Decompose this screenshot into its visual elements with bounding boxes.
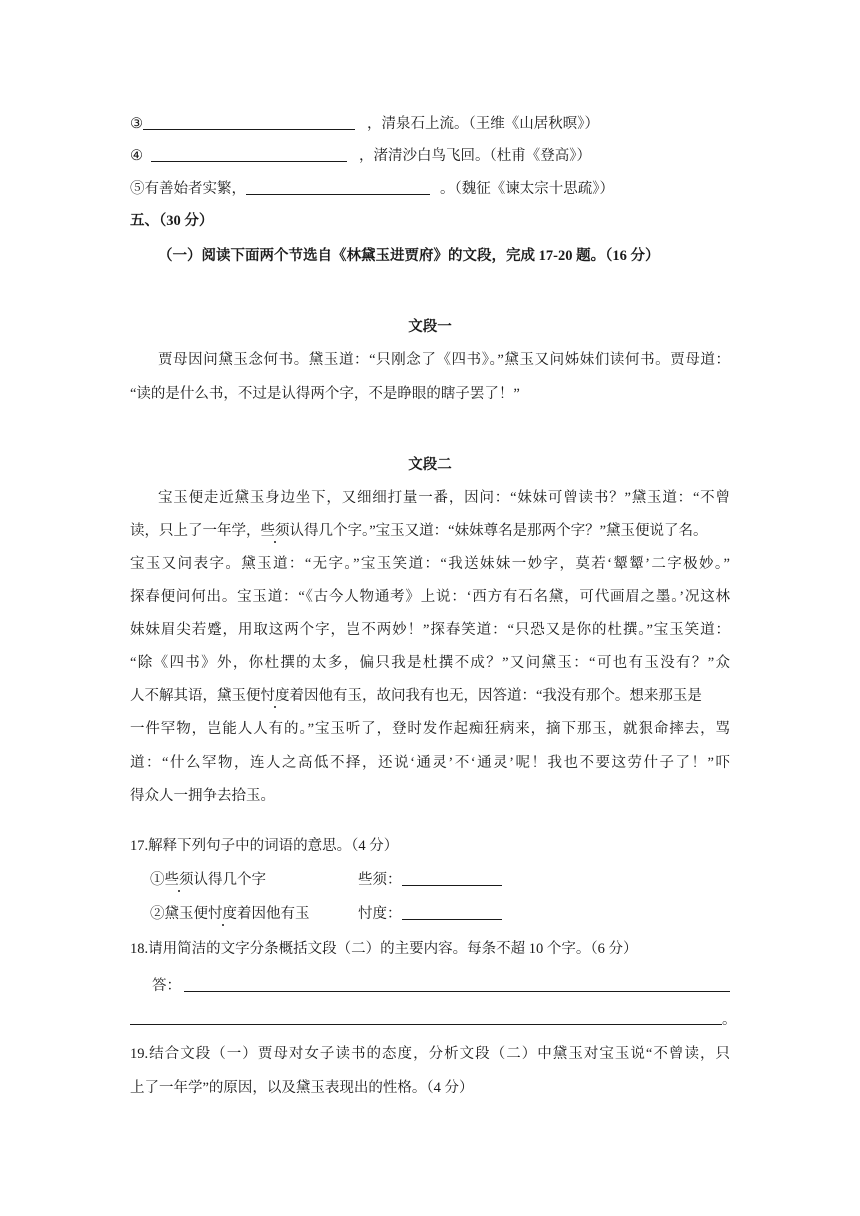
passage2-line: 妹妹眉尖若蹙，用取这两个字，岂不两妙！”探春笑道：“只恐又是你的杜撰。”宝玉笑道： (130, 622, 730, 638)
question-17-item-1 (150, 870, 266, 890)
question-18-stem: 18.请用简洁的文字分条概括文段（二）的主要内容。每条不超 10 个字。（6 分） (130, 941, 638, 957)
passage2-line (130, 686, 702, 706)
passage2-text: 认得几个字。”宝玉又道：“妹妹尊名是那两个字？”黛玉便说了名。 (289, 523, 708, 539)
question-17-label-2 (358, 904, 502, 924)
end-mark: 。 (722, 1012, 737, 1028)
passage2-text: 人不解其语，黛玉便 (130, 688, 261, 704)
passage2-line: 道：“什么罕物，连人之高低不择，还说‘通灵’不‘通灵’呢！我也不要这劳什子了！”吓 (130, 755, 730, 771)
item-number: ④ (130, 148, 143, 164)
passage1-line: “读的是什么书，不过是认得两个字，不是睁眼的瞎子罢了！” (130, 386, 520, 402)
passage2-text: 读，只上了一年学， (130, 523, 261, 539)
emphasized-word: 些须 (164, 872, 194, 888)
passage1-line: 贾母因问黛玉念何书。黛玉道：“只刚念了《四书》。”黛玉又问姊妹们读何书。贾母道： (158, 352, 730, 368)
answer-label: 些须： (358, 872, 402, 888)
passage2-line: “除《四书》外，你杜撰的太多，偏只我是杜撰不成？”又问黛玉：“可也有玉没有？”众 (130, 655, 730, 671)
emphasized-word: 忖度 (208, 906, 237, 922)
passage2-line: 探春便问何出。宝玉道：“《古今人物通考》上说：‘西方有石名黛，可代画眉之墨。’况这林 (130, 589, 730, 605)
fill-in-line-3 (130, 114, 599, 134)
passage2-line: 宝玉又问表字。黛玉道：“无字。”宝玉笑道：“我送妹妹一妙字，莫若‘颦颦’二字极妙。” (130, 556, 730, 572)
passage2-line (130, 521, 708, 541)
question-17-item-2 (150, 904, 310, 924)
question-17-label-1 (358, 870, 502, 890)
answer-blank[interactable] (151, 147, 347, 162)
fill-in-text: ，清泉石上流。（王维《山居秋暝》） (367, 116, 599, 132)
answer-label: 答： (152, 978, 181, 994)
passage2-line: 宝玉便走近黛玉身边坐下，又细细打量一番，因问：“妹妹可曾读书？”黛玉道：“不曾 (158, 490, 730, 506)
emphasized-word: 忖度 (260, 688, 290, 704)
section-instruction: （一）阅读下面两个节选自《林黛玉进贾府》的文段，完成 17-20 题。（16 分） (158, 248, 660, 264)
emphasized-word: 些须 (260, 523, 290, 539)
passage1-title: 文段一 (408, 319, 452, 335)
fill-in-text: ⑤有善始者实繁， (130, 181, 246, 197)
answer-blank[interactable] (402, 905, 502, 920)
passage2-text: 着因他有玉，故问我有也无，因答道：“我没有那个。想来那玉是 (289, 688, 702, 704)
answer-blank[interactable] (246, 180, 430, 195)
question-19-line: 上了一年学”的原因，以及黛玉表现出的性格。（4 分） (130, 1080, 474, 1096)
answer-blank[interactable] (143, 115, 355, 130)
item-number: ① (150, 872, 165, 888)
item-text: 着因他有玉 (237, 906, 310, 922)
passage2-title: 文段二 (408, 457, 452, 473)
section-heading: 五、（30 分） (130, 213, 214, 229)
passage2-line: 得众人一拥争去拾玉。 (130, 788, 275, 804)
fill-in-line-4 (130, 146, 591, 166)
item-text: 认得几个字 (193, 872, 266, 888)
question-17-stem: 17.解释下列句子中的词语的意思。（4 分） (130, 838, 399, 854)
answer-line[interactable] (130, 1024, 722, 1025)
passage2-line: 一件罕物，岂能人人有的。”宝玉听了，登时发作起痴狂病来，摘下那玉，就狠命摔去，骂 (130, 721, 730, 737)
item-number: ③ (130, 116, 143, 132)
item-text: ②黛玉便 (150, 906, 208, 922)
answer-blank[interactable] (402, 871, 502, 886)
answer-label: 忖度： (358, 906, 402, 922)
fill-in-text: 。（魏征《谏太宗十思疏》） (440, 181, 614, 197)
fill-in-text: ，渚清沙白鸟飞回。（杜甫《登高》） (359, 148, 591, 164)
answer-line[interactable] (184, 991, 730, 992)
fill-in-line-5 (130, 179, 614, 199)
question-19-line: 19.结合文段（一）贾母对女子读书的态度，分析文段（二）中黛玉对宝玉说“不曾读，只 (130, 1046, 730, 1062)
